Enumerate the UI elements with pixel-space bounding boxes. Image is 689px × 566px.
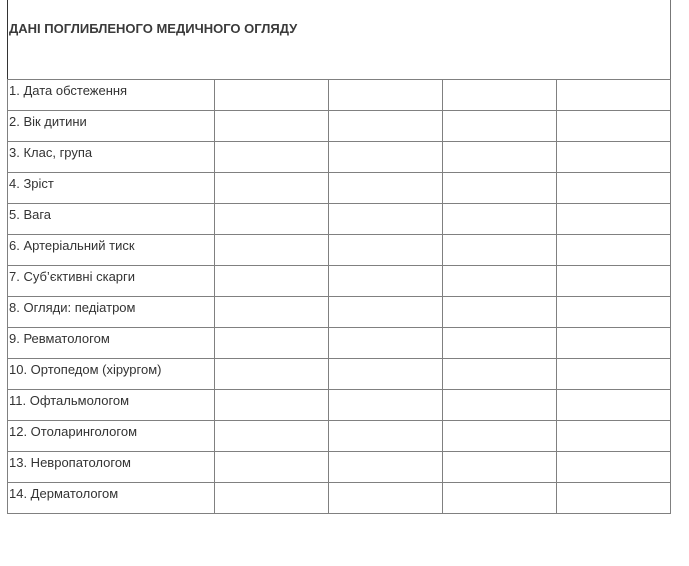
entry-cell[interactable] <box>443 80 557 111</box>
table-row <box>8 297 671 328</box>
row-label: 6. Артеріальний тиск <box>8 235 215 266</box>
entry-cell[interactable] <box>329 111 443 142</box>
entry-cell[interactable] <box>215 142 329 173</box>
entry-cell[interactable] <box>329 235 443 266</box>
table-row <box>8 235 671 266</box>
entry-cell[interactable] <box>443 359 557 390</box>
row-label: 14. Дерматологом <box>8 483 215 514</box>
entry-cell[interactable] <box>443 173 557 204</box>
entry-cell[interactable] <box>557 452 671 483</box>
entry-cell[interactable] <box>215 359 329 390</box>
entry-cell[interactable] <box>443 390 557 421</box>
row-label: 13. Невропатологом <box>8 452 215 483</box>
entry-cell[interactable] <box>443 421 557 452</box>
entry-cell[interactable] <box>329 173 443 204</box>
entry-cell[interactable] <box>557 173 671 204</box>
row-label: 11. Офтальмологом <box>8 390 215 421</box>
medical-exam-table <box>7 79 671 514</box>
entry-cell[interactable] <box>443 297 557 328</box>
row-label: 1. Дата обстеження <box>8 80 215 111</box>
table-row <box>8 359 671 390</box>
entry-cell[interactable] <box>215 483 329 514</box>
table-row <box>8 173 671 204</box>
table-row <box>8 483 671 514</box>
entry-cell[interactable] <box>329 266 443 297</box>
row-label: 8. Огляди: педіатром <box>8 297 215 328</box>
entry-cell[interactable] <box>557 390 671 421</box>
row-label: 10. Ортопедом (хірургом) <box>8 359 215 390</box>
row-label: 4. Зріст <box>8 173 215 204</box>
entry-cell[interactable] <box>329 421 443 452</box>
entry-cell[interactable] <box>557 235 671 266</box>
entry-cell[interactable] <box>329 297 443 328</box>
entry-cell[interactable] <box>557 111 671 142</box>
entry-cell[interactable] <box>215 390 329 421</box>
entry-cell[interactable] <box>557 204 671 235</box>
entry-cell[interactable] <box>215 452 329 483</box>
entry-cell[interactable] <box>215 297 329 328</box>
document-title: ДАНІ ПОГЛИБЛЕНОГО МЕДИЧНОГО ОГЛЯДУ <box>9 21 298 36</box>
table-row <box>8 142 671 173</box>
table-row <box>8 452 671 483</box>
entry-cell[interactable] <box>557 266 671 297</box>
entry-cell[interactable] <box>329 142 443 173</box>
entry-cell[interactable] <box>329 328 443 359</box>
entry-cell[interactable] <box>443 452 557 483</box>
table-row <box>8 204 671 235</box>
entry-cell[interactable] <box>557 142 671 173</box>
entry-cell[interactable] <box>557 328 671 359</box>
entry-cell[interactable] <box>443 328 557 359</box>
entry-cell[interactable] <box>557 297 671 328</box>
entry-cell[interactable] <box>329 483 443 514</box>
row-label: 5. Вага <box>8 204 215 235</box>
entry-cell[interactable] <box>443 142 557 173</box>
entry-cell[interactable] <box>557 80 671 111</box>
row-label: 7. Суб’єктивні скарги <box>8 266 215 297</box>
row-label: 2. Вік дитини <box>8 111 215 142</box>
entry-cell[interactable] <box>557 483 671 514</box>
entry-cell[interactable] <box>443 483 557 514</box>
entry-cell[interactable] <box>215 111 329 142</box>
row-label: 9. Ревматологом <box>8 328 215 359</box>
entry-cell[interactable] <box>557 421 671 452</box>
entry-cell[interactable] <box>215 421 329 452</box>
entry-cell[interactable] <box>443 235 557 266</box>
entry-cell[interactable] <box>215 328 329 359</box>
entry-cell[interactable] <box>215 204 329 235</box>
entry-cell[interactable] <box>443 204 557 235</box>
entry-cell[interactable] <box>215 235 329 266</box>
entry-cell[interactable] <box>557 359 671 390</box>
entry-cell[interactable] <box>215 266 329 297</box>
entry-cell[interactable] <box>329 80 443 111</box>
row-label: 3. Клас, група <box>8 142 215 173</box>
entry-cell[interactable] <box>215 173 329 204</box>
entry-cell[interactable] <box>329 204 443 235</box>
entry-cell[interactable] <box>329 359 443 390</box>
entry-cell[interactable] <box>329 452 443 483</box>
row-label: 12. Отоларингологом <box>8 421 215 452</box>
table-header-cell <box>7 0 671 79</box>
table-row <box>8 111 671 142</box>
entry-cell[interactable] <box>215 80 329 111</box>
table-row <box>8 80 671 111</box>
entry-cell[interactable] <box>329 390 443 421</box>
table-row <box>8 266 671 297</box>
table-row <box>8 390 671 421</box>
table-row <box>8 421 671 452</box>
entry-cell[interactable] <box>443 266 557 297</box>
entry-cell[interactable] <box>443 111 557 142</box>
table-row <box>8 328 671 359</box>
